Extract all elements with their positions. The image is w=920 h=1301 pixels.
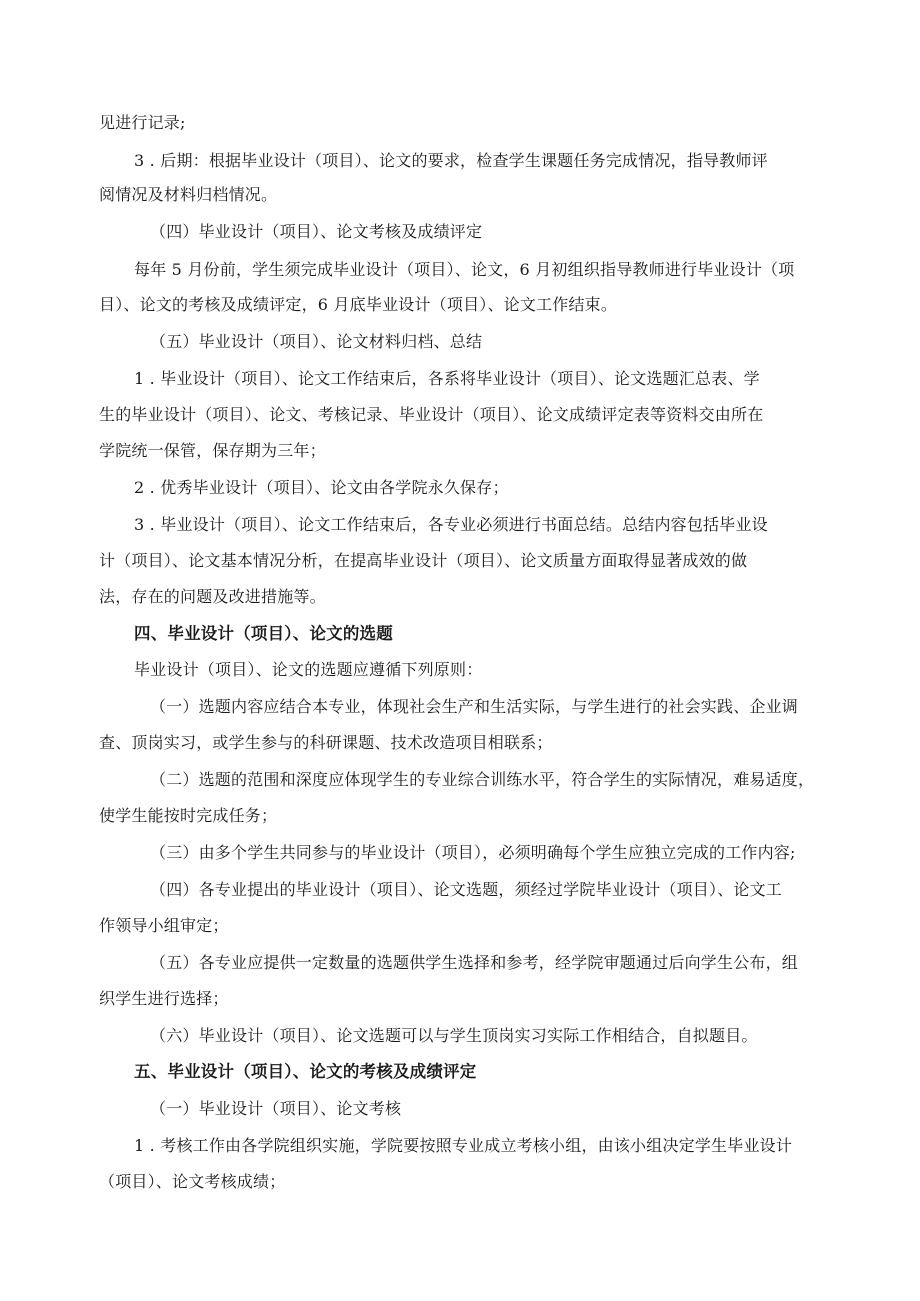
section-subheading: （一）毕业设计（项目）、论文考核 <box>150 1099 402 1118</box>
text-line: 目）、论文的考核及成绩评定，6 月底毕业设计（项目）、论文工作结束。 <box>99 295 618 314</box>
text-line: （项目）、论文考核成绩； <box>99 1172 286 1191</box>
text-line: 查、顶岗实习，或学生参与的科研课题、技术改造项目相联系； <box>99 733 553 752</box>
text-line: 法，存在的问题及改进措施等。 <box>99 587 326 606</box>
text-line: 每年 5 月份前，学生须完成毕业设计（项目）、论文，6 月初组织指导教师进行毕业设计（项 <box>134 260 795 279</box>
text-line: 使学生能按时完成任务； <box>99 806 278 825</box>
section-subheading: （五）毕业设计（项目）、论文材料归档、总结 <box>150 332 483 351</box>
section-subheading: （四）毕业设计（项目）、论文考核及成绩评定 <box>150 222 483 241</box>
text-line: 作领导小组审定； <box>99 916 229 935</box>
text-line: 1 . 考核工作由各学院组织实施，学院要按照专业成立考核小组，由该小组决定学生毕业设计 <box>134 1136 793 1155</box>
text-line: （二）选题的范围和深度应体现学生的专业综合训练水平，符合学生的实际情况，难易适度， <box>150 770 815 789</box>
text-line: 织学生进行选择； <box>99 989 229 1008</box>
text-line: 见进行记录; <box>99 113 186 132</box>
section-heading: 四、毕业设计（项目）、论文的选题 <box>134 624 393 643</box>
text-line: 计（项目）、论文基本情况分析，在提高毕业设计（项目）、论文质量方面取得显著成效的做 <box>99 551 748 570</box>
section-heading: 五、毕业设计（项目）、论文的考核及成绩评定 <box>134 1062 477 1081</box>
text-line: （六）毕业设计（项目）、论文选题可以与学生顶岗实习实际工作相结合，自拟题目。 <box>150 1026 758 1045</box>
text-line: （五）各专业应提供一定数量的选题供学生选择和参考，经学院审题通过后向学生公布，组 <box>150 953 799 972</box>
text-line: 学院统一保管，保存期为三年； <box>99 441 326 460</box>
text-line: 2 . 优秀毕业设计（项目）、论文由各学院永久保存； <box>134 478 509 497</box>
text-line: （四）各专业提出的毕业设计（项目）、论文选题，须经过学院毕业设计（项目）、论文工 <box>150 880 783 899</box>
text-line: 毕业设计（项目）、论文的选题应遵循下列原则： <box>134 660 483 679</box>
text-line: 3 . 毕业设计（项目）、论文工作结束后，各专业必须进行书面总结。总结内容包括毕业设 <box>134 515 768 534</box>
text-line: 1 . 毕业设计（项目）、论文工作结束后，各系将毕业设计（项目）、论文选题汇总表、学 <box>134 369 760 388</box>
text-line: 阅情况及材料归档情况。 <box>99 185 278 204</box>
text-line: （一）选题内容应结合本专业，体现社会生产和生活实际，与学生进行的社会实践、企业调 <box>150 697 799 716</box>
text-line: 生的毕业设计（项目）、论文、考核记录、毕业设计（项目）、论文成绩评定表等资料交由所在 <box>99 405 764 424</box>
text-line: （三）由多个学生共同参与的毕业设计（项目），必须明确每个学生应独立完成的工作内容; <box>150 843 796 862</box>
text-line: 3 . 后期：根据毕业设计（项目）、论文的要求，检查学生课题任务完成情况，指导教师评 <box>134 151 768 170</box>
